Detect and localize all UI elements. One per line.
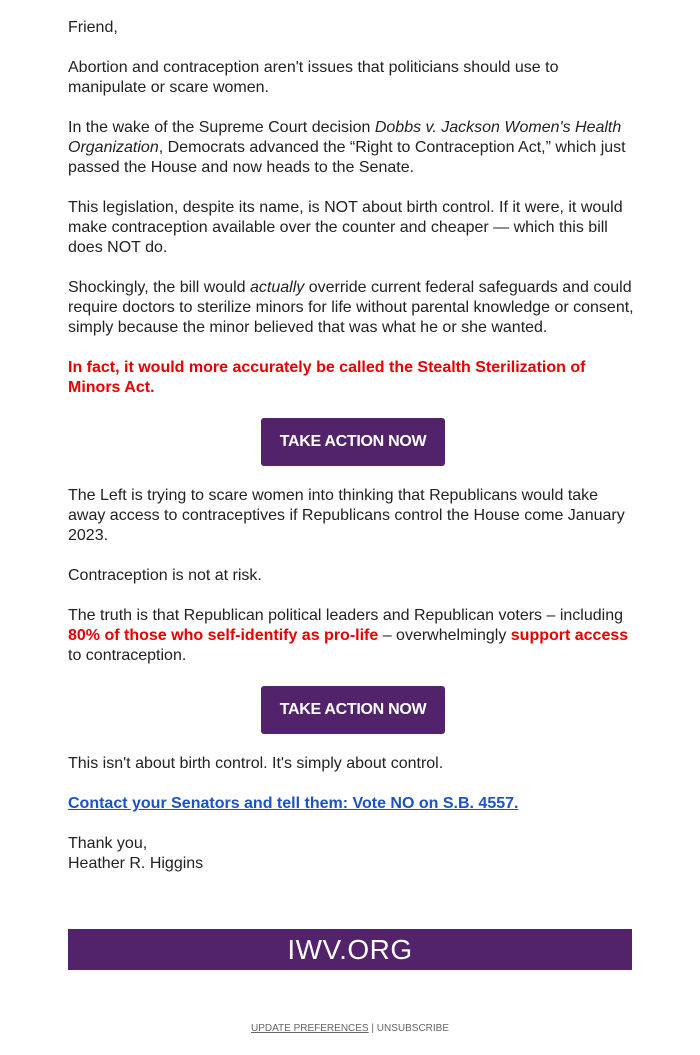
emphasis-actually: actually: [250, 279, 305, 296]
email-footer: [0, 1023, 700, 1034]
paragraph-control: This isn't about birth control. It's simply about control.: [68, 755, 444, 772]
cta-container-1: [68, 418, 638, 466]
signature-name: Heather R. Higgins: [68, 855, 204, 872]
case-name: Dobbs v. Jackson Women's Health Organization: [68, 119, 622, 156]
paragraph-dobbs: [68, 118, 638, 178]
paragraph-dobbs-before: In the wake of the Supreme Court decision: [68, 119, 375, 136]
take-action-button-2[interactable]: TAKE ACTION NOW: [261, 686, 445, 734]
unsubscribe-link[interactable]: UNSUBSCRIBE: [376, 1023, 450, 1034]
paragraph-shockingly: [68, 278, 638, 338]
paragraph-intro: Abortion and contraception aren't issues that politicians should use to manipulate or scare women.: [68, 59, 559, 96]
highlight-80-percent: 80% of those who self-identify as pro-life: [68, 627, 379, 644]
greeting: Friend,: [68, 19, 118, 36]
paragraph-dobbs-after: , Democrats advanced the “Right to Contraception Act,” which just passed the House and now heads to the Senate.: [68, 139, 626, 176]
paragraph-truth-part1: The truth is that Republican political leaders and Republican voters – including: [68, 607, 623, 624]
cta-container-2: [68, 686, 638, 734]
iwv-banner[interactable]: IWV.ORG: [68, 929, 632, 970]
paragraph-legislation: This legislation, despite its name, is NOT about birth control. If it were, it would make contraception available over the counter and cheaper — which this bill does NOT do.: [68, 199, 623, 256]
paragraph-truth: [68, 606, 638, 666]
paragraph-shockingly-after: override current federal safeguards and could require doctors to sterilize minors for life without parental knowledge or consent, simply because the minor believed that was what he or she wanted.: [68, 279, 634, 336]
signature-block: [68, 834, 638, 874]
paragraph-not-at-risk: Contraception is not at risk.: [68, 567, 262, 584]
paragraph-left-scare: The Left is trying to scare women into thinking that Republicans would take away access to contraceptives if Republicans control the House come January 2023.: [68, 487, 625, 544]
paragraph-truth-part2: – overwhelmingly: [378, 627, 511, 644]
signoff: Thank you,: [68, 835, 148, 852]
paragraph-truth-part3: to contraception.: [68, 647, 187, 664]
paragraph-stealth-sterilization: In fact, it would more accurately be called the Stealth Sterilization of Minors Act.: [68, 359, 586, 396]
highlight-support-access: support access: [510, 627, 629, 644]
footer-separator: |: [368, 1023, 377, 1034]
contact-senators-link[interactable]: Contact your Senators and tell them: Vote NO on S.B. 4557.: [68, 795, 519, 812]
take-action-button-1[interactable]: TAKE ACTION NOW: [261, 418, 445, 466]
contact-paragraph: [68, 794, 638, 814]
update-preferences-link[interactable]: UPDATE PREFERENCES: [250, 1023, 369, 1034]
email-body: [68, 18, 638, 894]
paragraph-shockingly-before: Shockingly, the bill would: [68, 279, 251, 296]
